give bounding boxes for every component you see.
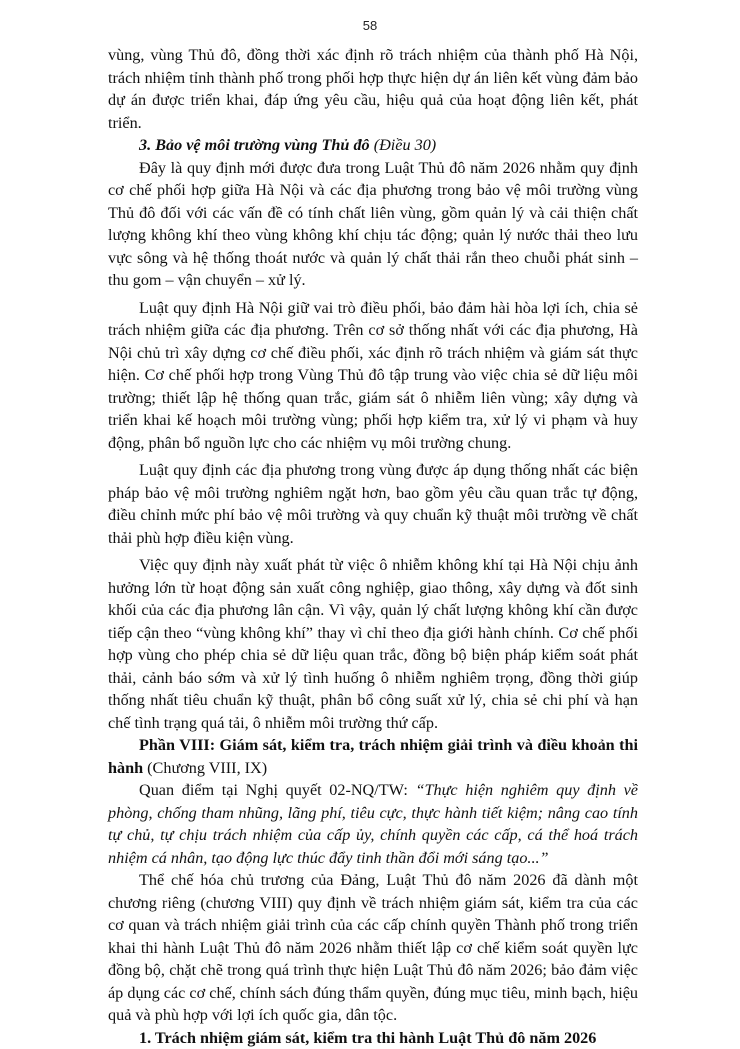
part-heading-8 — [108, 734, 638, 779]
paragraph-resolution-quote — [108, 779, 638, 869]
document-body — [108, 44, 638, 1049]
paragraph: Đây là quy định mới được đưa trong Luật Thủ đô năm 2026 nhằm quy định cơ chế phối hợp giữa Hà Nội và các địa phương trong bảo vệ môi trường vùng Thủ đô đối với các vấn đề có tính chất liên vùng, gồm quản lý và cải thiện chất lượng không khí theo vùng không khí chịu tác động; quản lý nước thải theo lưu vực sông và hệ thống thoát nước và quản lý chất thải rắn theo chuỗi phát sinh – thu gom – vận chuyển – xử lý. — [108, 157, 638, 292]
section-article-ref: (Điều 30) — [374, 136, 436, 154]
paragraph: Việc quy định này xuất phát từ việc ô nhiễm không khí tại Hà Nội chịu ảnh hưởng lớn từ hoạt động sản xuất công nghiệp, giao thông, xây dựng và đốt sinh khối của các địa phương lân cận. Vì vậy, quản lý chất lượng không khí cần được tiếp cận theo “vùng không khí” thay vì chỉ theo địa giới hành chính. Cơ chế phối hợp vùng cho phép chia sẻ dữ liệu quan trắc, đồng bộ biện pháp kiểm soát phát thải, cảnh báo sớm và xử lý tình huống ô nhiễm nghiêm trọng, đồng thời giúp thống nhất tiêu chuẩn kỹ thuật, phân bổ công suất xử lý, chia sẻ chi phí và hạn chế tình trạng quá tải, ô nhiễm môi trường thứ cấp. — [108, 554, 638, 734]
paragraph: Luật quy định Hà Nội giữ vai trò điều phối, bảo đảm hài hòa lợi ích, chia sẻ trách nhiệm giữa các địa phương. Trên cơ sở thống nhất với các địa phương, Hà Nội chủ trì xây dựng cơ chế điều phối, xác định rõ trách nhiệm và giám sát thực hiện. Cơ chế phối hợp trong Vùng Thủ đô tập trung vào việc chia sẻ dữ liệu môi trường; thiết lập hệ thống quan trắc, giám sát ô nhiễm liên vùng; xây dựng và triển khai kế hoạch môi trường vùng; phối hợp kiểm tra, xử lý vi phạm và huy động, phân bổ nguồn lực cho các nhiệm vụ môi trường chung. — [108, 297, 638, 455]
subsection-title: 1. Trách nhiệm giám sát, kiểm tra thi hành Luật Thủ đô năm 2026 — [139, 1029, 596, 1047]
part-title: Phần VIII: Giám sát, kiểm tra, trách nhiệm giải trình và điều khoản thi hành — [108, 736, 638, 777]
page-number: 58 — [0, 18, 740, 33]
part-chapter-ref: (Chương VIII, IX) — [147, 759, 267, 777]
quote-text: “Thực hiện nghiêm quy định về phòng, chống tham nhũng, lãng phí, tiêu cực, thực hành tiết kiệm; nâng cao tính tự chủ, tự chịu trách nhiệm của cấp ủy, chính quyền các cấp, cá thể hoá trách nhiệm cá nhân, tạo động lực thúc đẩy tinh thần đổi mới sáng tạo...” — [108, 781, 638, 867]
quote-lead: Quan điểm tại Nghị quyết 02-NQ/TW: — [139, 781, 408, 799]
paragraph: Thể chế hóa chủ trương của Đảng, Luật Thủ đô năm 2026 đã dành một chương riêng (chương VIII) quy định về trách nhiệm giám sát, kiểm tra của các cơ quan và trách nhiệm giải trình của các cấp chính quyền Thành phố trong triển khai thi hành Luật Thủ đô năm 2026 nhằm thiết lập cơ chế kiểm soát quyền lực đồng bộ, chặt chẽ trong quá trình thực hiện Luật Thủ đô năm 2026; bảo đảm việc áp dụng các cơ chế, chính sách đúng thẩm quyền, đúng mục tiêu, minh bạch, hiệu quả và phù hợp với lợi ích quốc gia, dân tộc. — [108, 869, 638, 1027]
paragraph: Luật quy định các địa phương trong vùng được áp dụng thống nhất các biện pháp bảo vệ môi trường nghiêm ngặt hơn, bao gồm yêu cầu quan trắc tự động, điều chỉnh mức phí bảo vệ môi trường và quy chuẩn kỹ thuật môi trường về chất thải phù hợp điều kiện vùng. — [108, 459, 638, 549]
section-title: 3. Bảo vệ môi trường vùng Thủ đô — [139, 136, 370, 154]
paragraph-continuation: vùng, vùng Thủ đô, đồng thời xác định rõ trách nhiệm của thành phố Hà Nội, trách nhiệm tỉnh thành phố trong phối hợp thực hiện dự án liên kết vùng đảm bảo dự án được triển khai, đáp ứng yêu cầu, hiệu quả của hoạt động liên kết, phát triển. — [108, 44, 638, 134]
section-heading-3 — [108, 134, 638, 157]
